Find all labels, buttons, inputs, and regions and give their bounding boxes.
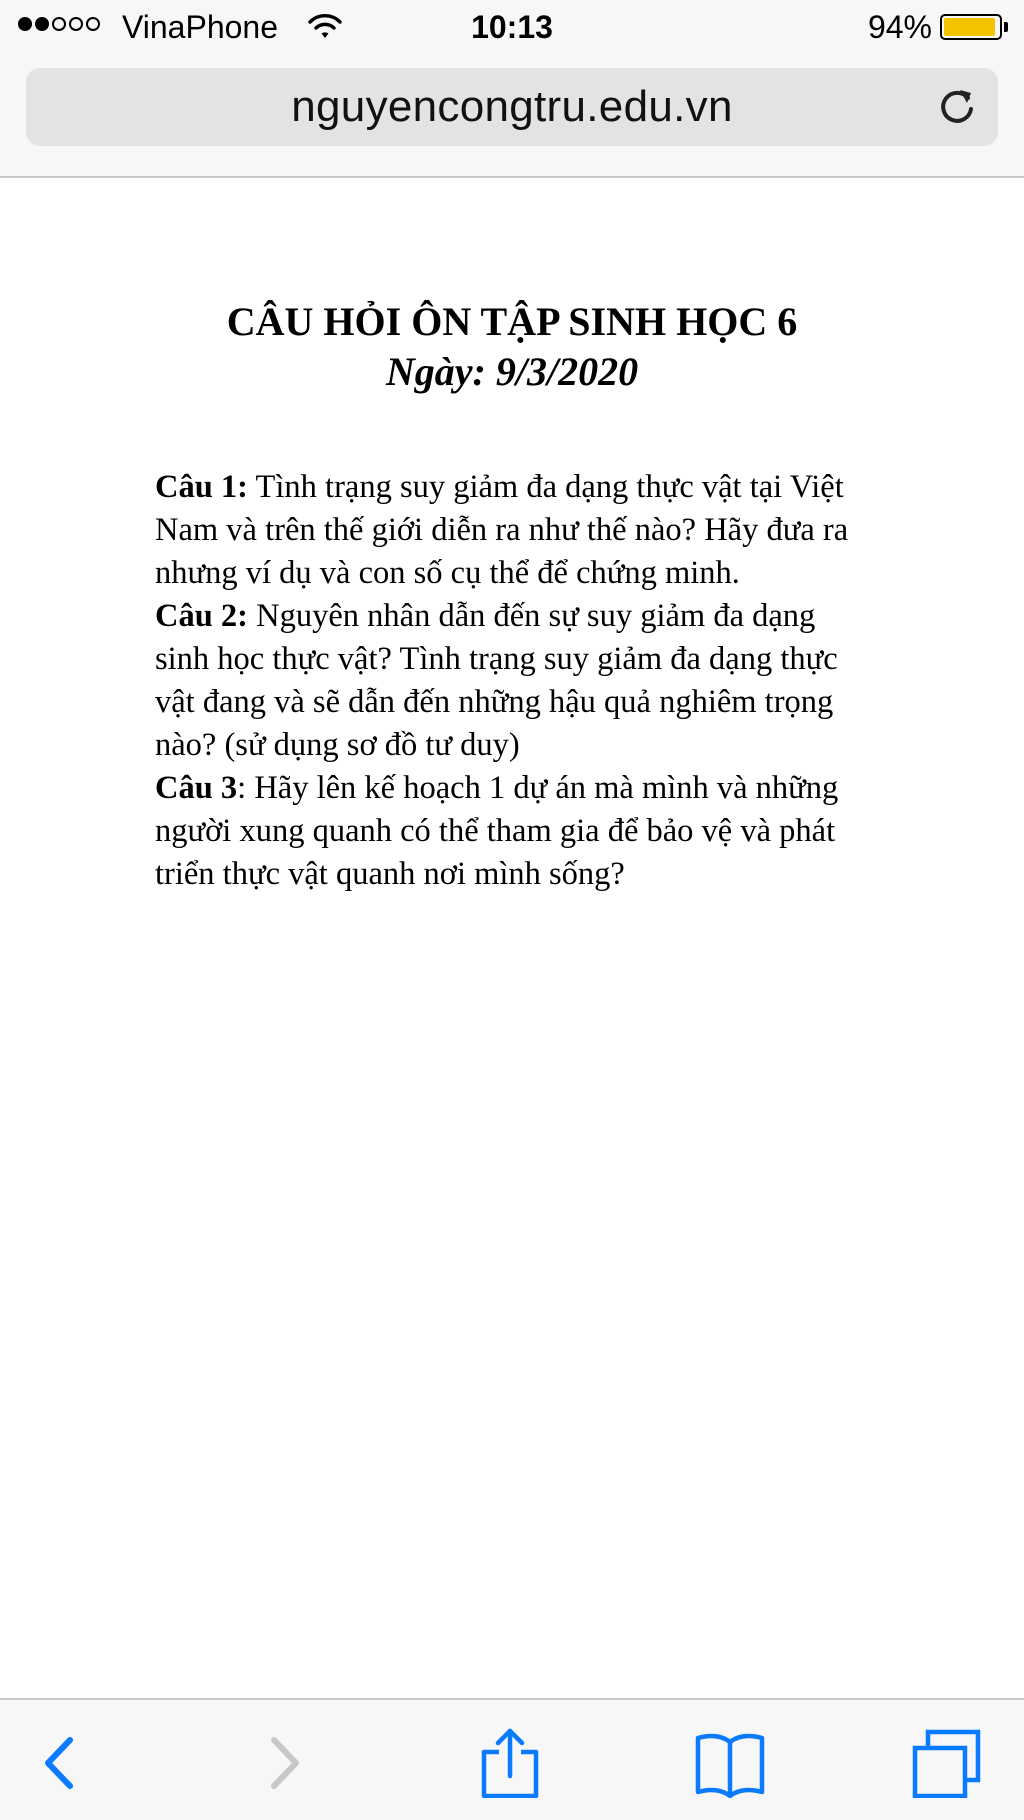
back-icon[interactable]: [26, 1728, 96, 1798]
page-date: Ngày: 9/3/2020: [385, 349, 639, 394]
forward-icon: [248, 1728, 318, 1798]
tabs-icon[interactable]: [912, 1728, 982, 1798]
web-page-content: [0, 178, 1024, 1698]
browser-toolbar: [0, 1698, 1024, 1820]
question-label: Câu 3: [155, 770, 238, 806]
question-list: [155, 466, 875, 896]
question-text: Tình trạng suy giảm đa dạng thực vật tại Việt Nam và trên thế giới diễn ra như thế nào? Hãy đưa ra nhưng ví dụ và con số cụ thể để chứng minh.: [155, 469, 849, 591]
url-text[interactable]: nguyencongtru.edu.vn: [291, 82, 733, 131]
battery-percent: 94%: [867, 9, 932, 45]
status-bar: [0, 0, 1024, 56]
bookmarks-icon[interactable]: [695, 1728, 765, 1798]
question-3: [155, 767, 875, 896]
question-label: Câu 1:: [155, 469, 248, 505]
battery-icon: [940, 14, 1002, 40]
question-text: Nguyên nhân dẫn đến sự suy giảm đa dạng sinh học thực vật? Tình trạng suy giảm đa dạng thực vật đang và sẽ dẫn đến những hậu quả nghiêm trọng nào? (sử dụng sơ đồ tư duy): [155, 598, 838, 763]
carrier-name: VinaPhone: [122, 9, 278, 45]
browser-navbar: [0, 56, 1024, 178]
question-2: [155, 595, 875, 767]
share-icon[interactable]: [475, 1728, 545, 1798]
page-title: CÂU HỎI ÔN TẬP SINH HỌC 6: [226, 299, 798, 344]
reload-icon[interactable]: [934, 84, 980, 130]
question-1: [155, 466, 875, 595]
question-label: Câu 2:: [155, 598, 248, 634]
address-bar[interactable]: [26, 68, 998, 146]
battery-nub: [1004, 22, 1008, 32]
question-text: : Hãy lên kế hoạch 1 dự án mà mình và những người xung quanh có thể tham gia để bảo vệ và phát triển thực vật quanh nơi mình sống?: [155, 770, 839, 892]
clock: 10:13: [471, 9, 553, 45]
